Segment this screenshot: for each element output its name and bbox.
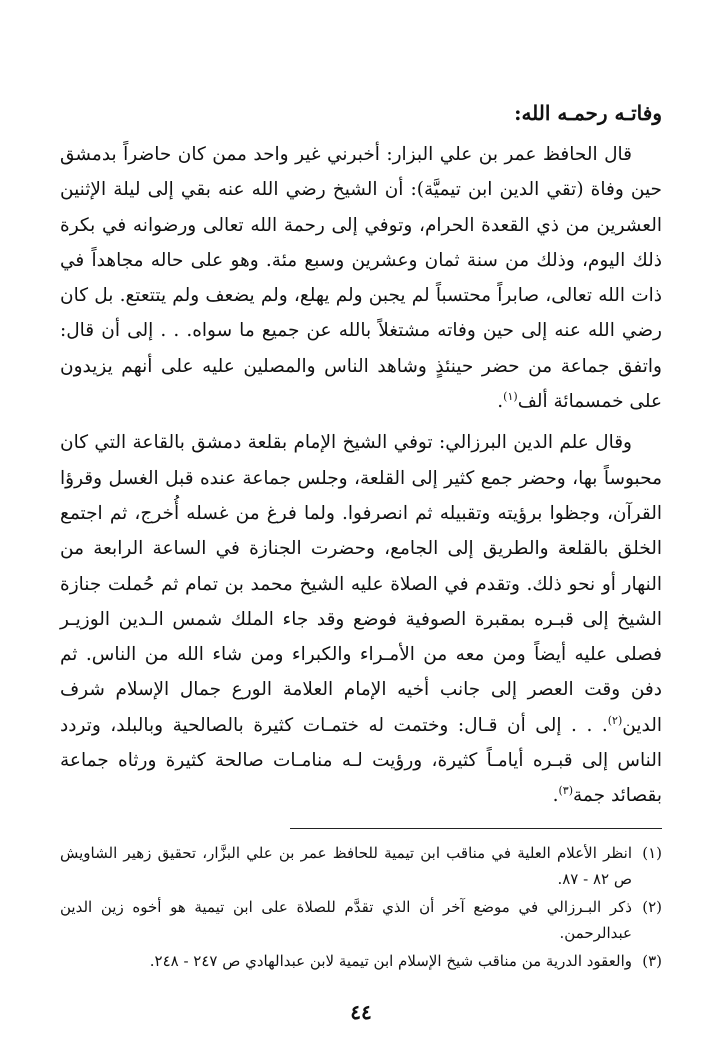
paragraph-2-text-continued: . . . إلى أن قـال: وختمت له ختمـات كثيرة بالصالحية وبالبلد، وتردد الناس إلى قبـره أيامـاً كثيرة، ورؤيت لـه منامـات صالحة كثيرة ورثاه جماعة بقصائد جمة [60,714,662,807]
footnote-number: (٢) [642,898,662,916]
footnote-number: (٣) [642,952,662,970]
footnote-ref-2[interactable]: (٢) [607,713,623,727]
footnote-3 [60,948,662,974]
page-number: ٤٤ [350,1000,372,1024]
footnotes [60,840,662,976]
footnote-number: (١) [642,844,662,862]
footnote-1 [60,840,662,892]
paragraph-2-text: وقال علم الدين البرزالي: توفي الشيخ الإمام بقلعة دمشق بالقاعة التي كان محبوساً بها، وحضر جمع كثير إلى القلعة، وجلس جماعة عنده قبل الغسل وقرؤا القرآن، وجظوا برؤيته وتقبيله ثم انصرفوا. ولما فرغ من غسله أُخرج، ثم اجتمع الخلق بالقلعة والطريق إلى الجامع، وحضرت الجنازة في الساعة الرابعة من النهار أو نحو ذلك. وتقدم في الصلاة عليه الشيخ محمد بن تمام ثم حُملت جنازة الشيخ إلى قبـره بمقبرة الصوفية فوضع وقد جاء الملك شمس الـدين الوزيـر فصلى عليه أيضاً ومن معه من الأمـراء والكبراء ومن شاء الله من الناس. ثم دفن وقت العصر إلى جانب أخيه الإمام العلامة الورع جمال الإسلام شرف الدين [60,432,662,736]
footnote-divider [290,828,662,829]
footnote-2 [60,894,662,946]
footnote-text: ذكر البـرزالي في موضع آخر أن الذي تقدَّم للصلاة على ابن تيمية هو أخوه زين الدين عبدالرحمن. [60,898,632,942]
paragraph-1: قال الحافظ عمر بن علي البزار: أخبرني غير واحد ممن كان حاضراً بدمشق حين وفاة (تقي الدين ابن تيميَّة): أن الشيخ رضي الله عنه بقي إلى ليلة الإثنين العشرين من ذي القعدة الحرام، وتوفي إلى رحمة الله تعالى ورضوانه في بكرة ذلك اليوم، وذلك من سنة ثمان وعشرين وسبع مئة. وهو على حاله مجاهداً في ذات الله تعالى، صابراً محتسباً لم يجبن ولم يهلع، ولم يضعف ولم يتتعتع. بل كان رضي الله عنه إلى حين وفاته مشتغلاً بالله عن جميع ما سواه. . . إلى أن قال: واتفق جماعة من حضر حينئذٍ وشاهد الناس والمصلين عليه على أنهم يزيدون على خمسمائة ألف$^{(١)}$. [60,144,662,413]
paragraph-2: وقال علم الدين البرزالي: توفي الشيخ الإمام بقلعة دمشق بالقاعة التي كان محبوساً بها، وحضر جمع كثير إلى القلعة، وجلس جماعة عنده قبل الغسل وقرؤا القرآن، وجظوا برؤيته وتقبيله ثم انصرفوا. ولما فرغ من غسله أُخرج، ثم اجتمع الخلق بالقلعة والطريق إلى الجامع، وحضرت الجنازة في الساعة الرابعة من النهار أو نحو ذلك. وتقدم في الصلاة عليه الشيخ محمد بن تمام ثم حُملت جنازة الشيخ إلى قبـره بمقبرة الصوفية فوضع وقد جاء الملك شمس الـدين الوزيـر فصلى عليه أيضاً ومن معه من الأمـراء والكبراء ومن شاء الله من الناس. ثم دفن وقت العصر إلى جانب أخيه الإمام العلامة الورع جمال الإسلام شرف الدين$^{(٢)}$. . . إلى أن قـال: وختمت له ختمـات كثيرة بالصالحية وبالبلد، وتردد الناس إلى قبـره أيامـاً كثيرة، ورؤيت لـه منامـات صالحة كثيرة ورثاه جماعة بقصائد جمة$^{(٣)}$. [60,432,662,807]
footnote-ref-1[interactable]: (١) [503,389,518,403]
footnote-text: انظر الأعلام العلية في مناقب ابن تيمية للحافظ عمر بن علي البزَّار، تحقيق زهير الشاويش ص ٨٢ - ٨٧. [60,844,632,888]
footnote-text: والعقود الدرية من مناقب شيخ الإسلام ابن تيمية لابن عبدالهادي ص ٢٤٧ - ٢٤٨. [149,952,632,970]
footnote-ref-3[interactable]: (٣) [558,784,574,798]
section-heading: وفاتـه رحمـه الله: [514,101,662,125]
paragraph-1-text: قال الحافظ عمر بن علي البزار: أخبرني غير واحد ممن كان حاضراً بدمشق حين وفاة (تقي الدين ابن تيميَّة): أن الشيخ رضي الله عنه بقي إلى ليلة الإثنين العشرين من ذي القعدة الحرام، وتوفي إلى رحمة الله تعالى ورضوانه في بكرة ذلك اليوم، وذلك من سنة ثمان وعشرين وسبع مئة. وهو على حاله مجاهداً في ذات الله تعالى، صابراً محتسباً لم يجبن ولم يهلع، ولم يضعف ولم يتتعتع. بل كان رضي الله عنه إلى حين وفاته مشتغلاً بالله عن جميع ما سواه. . . إلى أن قال: واتفق جماعة من حضر حينئذٍ وشاهد الناس والمصلين عليه على أنهم يزيدون على خمسمائة ألف [60,144,662,413]
